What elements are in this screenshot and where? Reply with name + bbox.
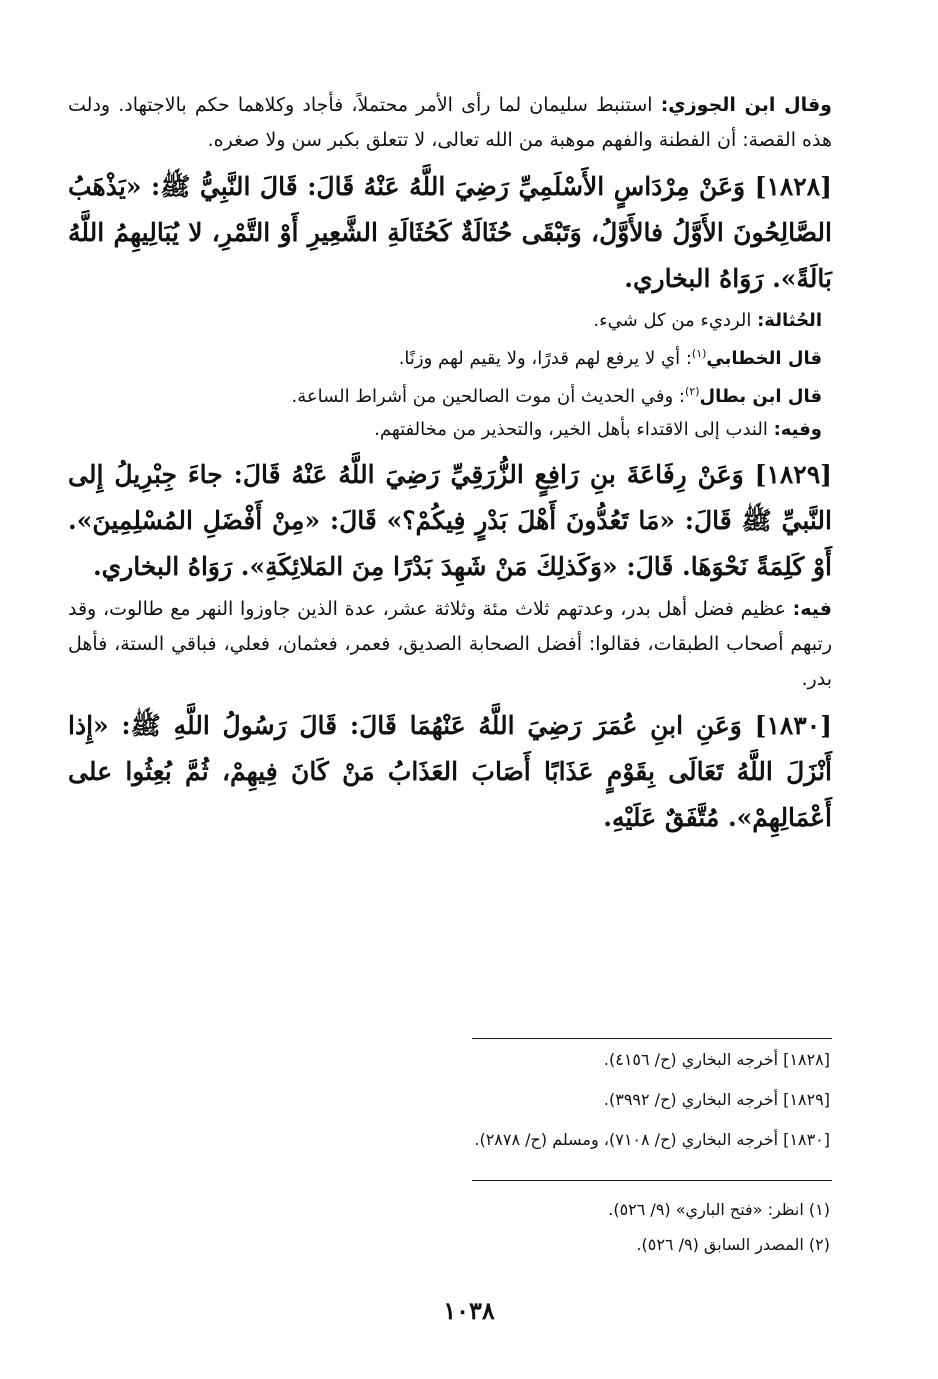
reference-1828: [١٨٢٨] أخرجه البخاري (ح/ ٤١٥٦). — [603, 1050, 830, 1069]
intro-text: استنبط سليمان لما رأى الأمر محتملاً، فأجاد وكلاهما حكم بالاجتهاد. ودلت هذه القصة: أن الفطنة والفهم موهبة من الله تعالى، لا تتعلق بكبر سن ولا صغره. — [68, 94, 832, 151]
intro-paragraph — [68, 88, 832, 158]
page-number: ١٠٣٨ — [443, 1296, 495, 1325]
footnotes-separator — [472, 1180, 832, 1181]
hadith-1830: [١٨٣٠] وَعَنِ ابنِ عُمَرَ رَضِيَ اللَّهُ عَنْهُمَا قَالَ: قَالَ رَسُولُ اللَّهِ ﷺ: «إِذا أَنْزَلَ اللَّهُ تَعَالَى بِقَوْمٍ عَذَابًا أَصَابَ العَذَابُ مَنْ كَانَ فِيهِمْ، ثُمَّ بُعِثُوا على أَعْمَالِهِمْ». مُتَّفَقٌ عَلَيْهِ. — [68, 711, 832, 832]
note-text: عظيم فضل أهل بدر، وعدتهم ثلاث مئة وثلاثة عشر، عدة الذين جاوزوا النهر مع طالوت، وقد رتبهم أصحاب الطبقات، فقالوا: أفضل الصحابة الصديق، فعمر، فعثمان، فعلي، فباقي الستة، فأهل بدر. — [68, 598, 832, 690]
note-text: الرديء من كل شيء. — [593, 310, 752, 331]
note-label: فيه: — [792, 598, 832, 620]
note-text: الندب إلى الاقتداء بأهل الخير، والتحذير من مخالفتهم. — [374, 419, 768, 440]
note-1828-huthala — [68, 304, 832, 337]
note-1828-ibn-battal — [68, 375, 832, 413]
intro-speaker: وقال ابن الجوزي: — [660, 94, 832, 116]
reference-1829: [١٨٢٩] أخرجه البخاري (ح/ ٣٩٩٢). — [603, 1090, 830, 1109]
note-1828-fihi — [68, 413, 832, 446]
note-1828-khattabi — [68, 337, 832, 375]
footnote-2: (٢) المصدر السابق (٩/ ٥٢٦). — [636, 1235, 830, 1254]
note-label: وفيه: — [773, 419, 822, 440]
hadith-references — [68, 1040, 832, 1160]
note-1829 — [68, 592, 832, 697]
reference-1830: [١٨٣٠] أخرجه البخاري (ح/ ٧١٠٨)، ومسلم (ح/ ٢٨٧٨). — [474, 1130, 830, 1149]
note-label: قال ابن بطال — [699, 386, 822, 407]
hadith-1829: [١٨٢٩] وَعَنْ رِفَاعَةَ بنِ رَافِعٍ الزُّرَقِيِّ رَضِيَ اللَّهُ عَنْهُ قَالَ: جاءَ جِبْرِيلُ إِلى النَّبيِّ ﷺ قَالَ: «مَا تَعُدُّونَ أَهْلَ بَدْرٍ فِيكُمْ؟» قَالَ: «مِنْ أَفْضَلِ المُسْلِمِينَ». أَوْ كَلِمَةً نَحْوَهَا. قَالَ: «وَكَذلِكَ مَنْ شَهِدَ بَدْرًا مِنَ المَلائِكَةِ». رَوَاهُ البخاري. — [68, 460, 832, 581]
footnote-1: (١) انظر: «فتح الباري» (٩/ ٥٢٦). — [608, 1200, 830, 1219]
footnote-marker: (١) — [691, 347, 707, 360]
footnotes — [68, 1192, 832, 1262]
note-text: : وفي الحديث أن موت الصالحين من أشراط الساعة. — [291, 386, 685, 407]
footnote-marker: (٢) — [684, 385, 700, 398]
references-separator — [472, 1038, 832, 1039]
hadith-1828: [١٨٢٨] وَعَنْ مِرْدَاسٍ الأَسْلَمِيِّ رَضِيَ اللَّهُ عَنْهُ قَالَ: قَالَ النَّبِيُّ ﷺ: «يَذْهَبُ الصَّالِحُونَ الأَوَّلُ فالأَوَّلُ، وَتَبْقَى حُثَالَةٌ كَحُثَالَةِ الشَّعِيرِ أَوْ التَّمْرِ، لا يُبَالِيهِمُ اللَّهُ بَالَةً». رَوَاهُ البخاري. — [68, 172, 832, 293]
main-text — [68, 88, 832, 843]
note-label: قال الخطابي — [706, 348, 822, 369]
note-text: : أي لا يرفع لهم قدرًا، ولا يقيم لهم وزنًا. — [398, 348, 692, 369]
note-label: الحُثالة: — [757, 310, 822, 331]
